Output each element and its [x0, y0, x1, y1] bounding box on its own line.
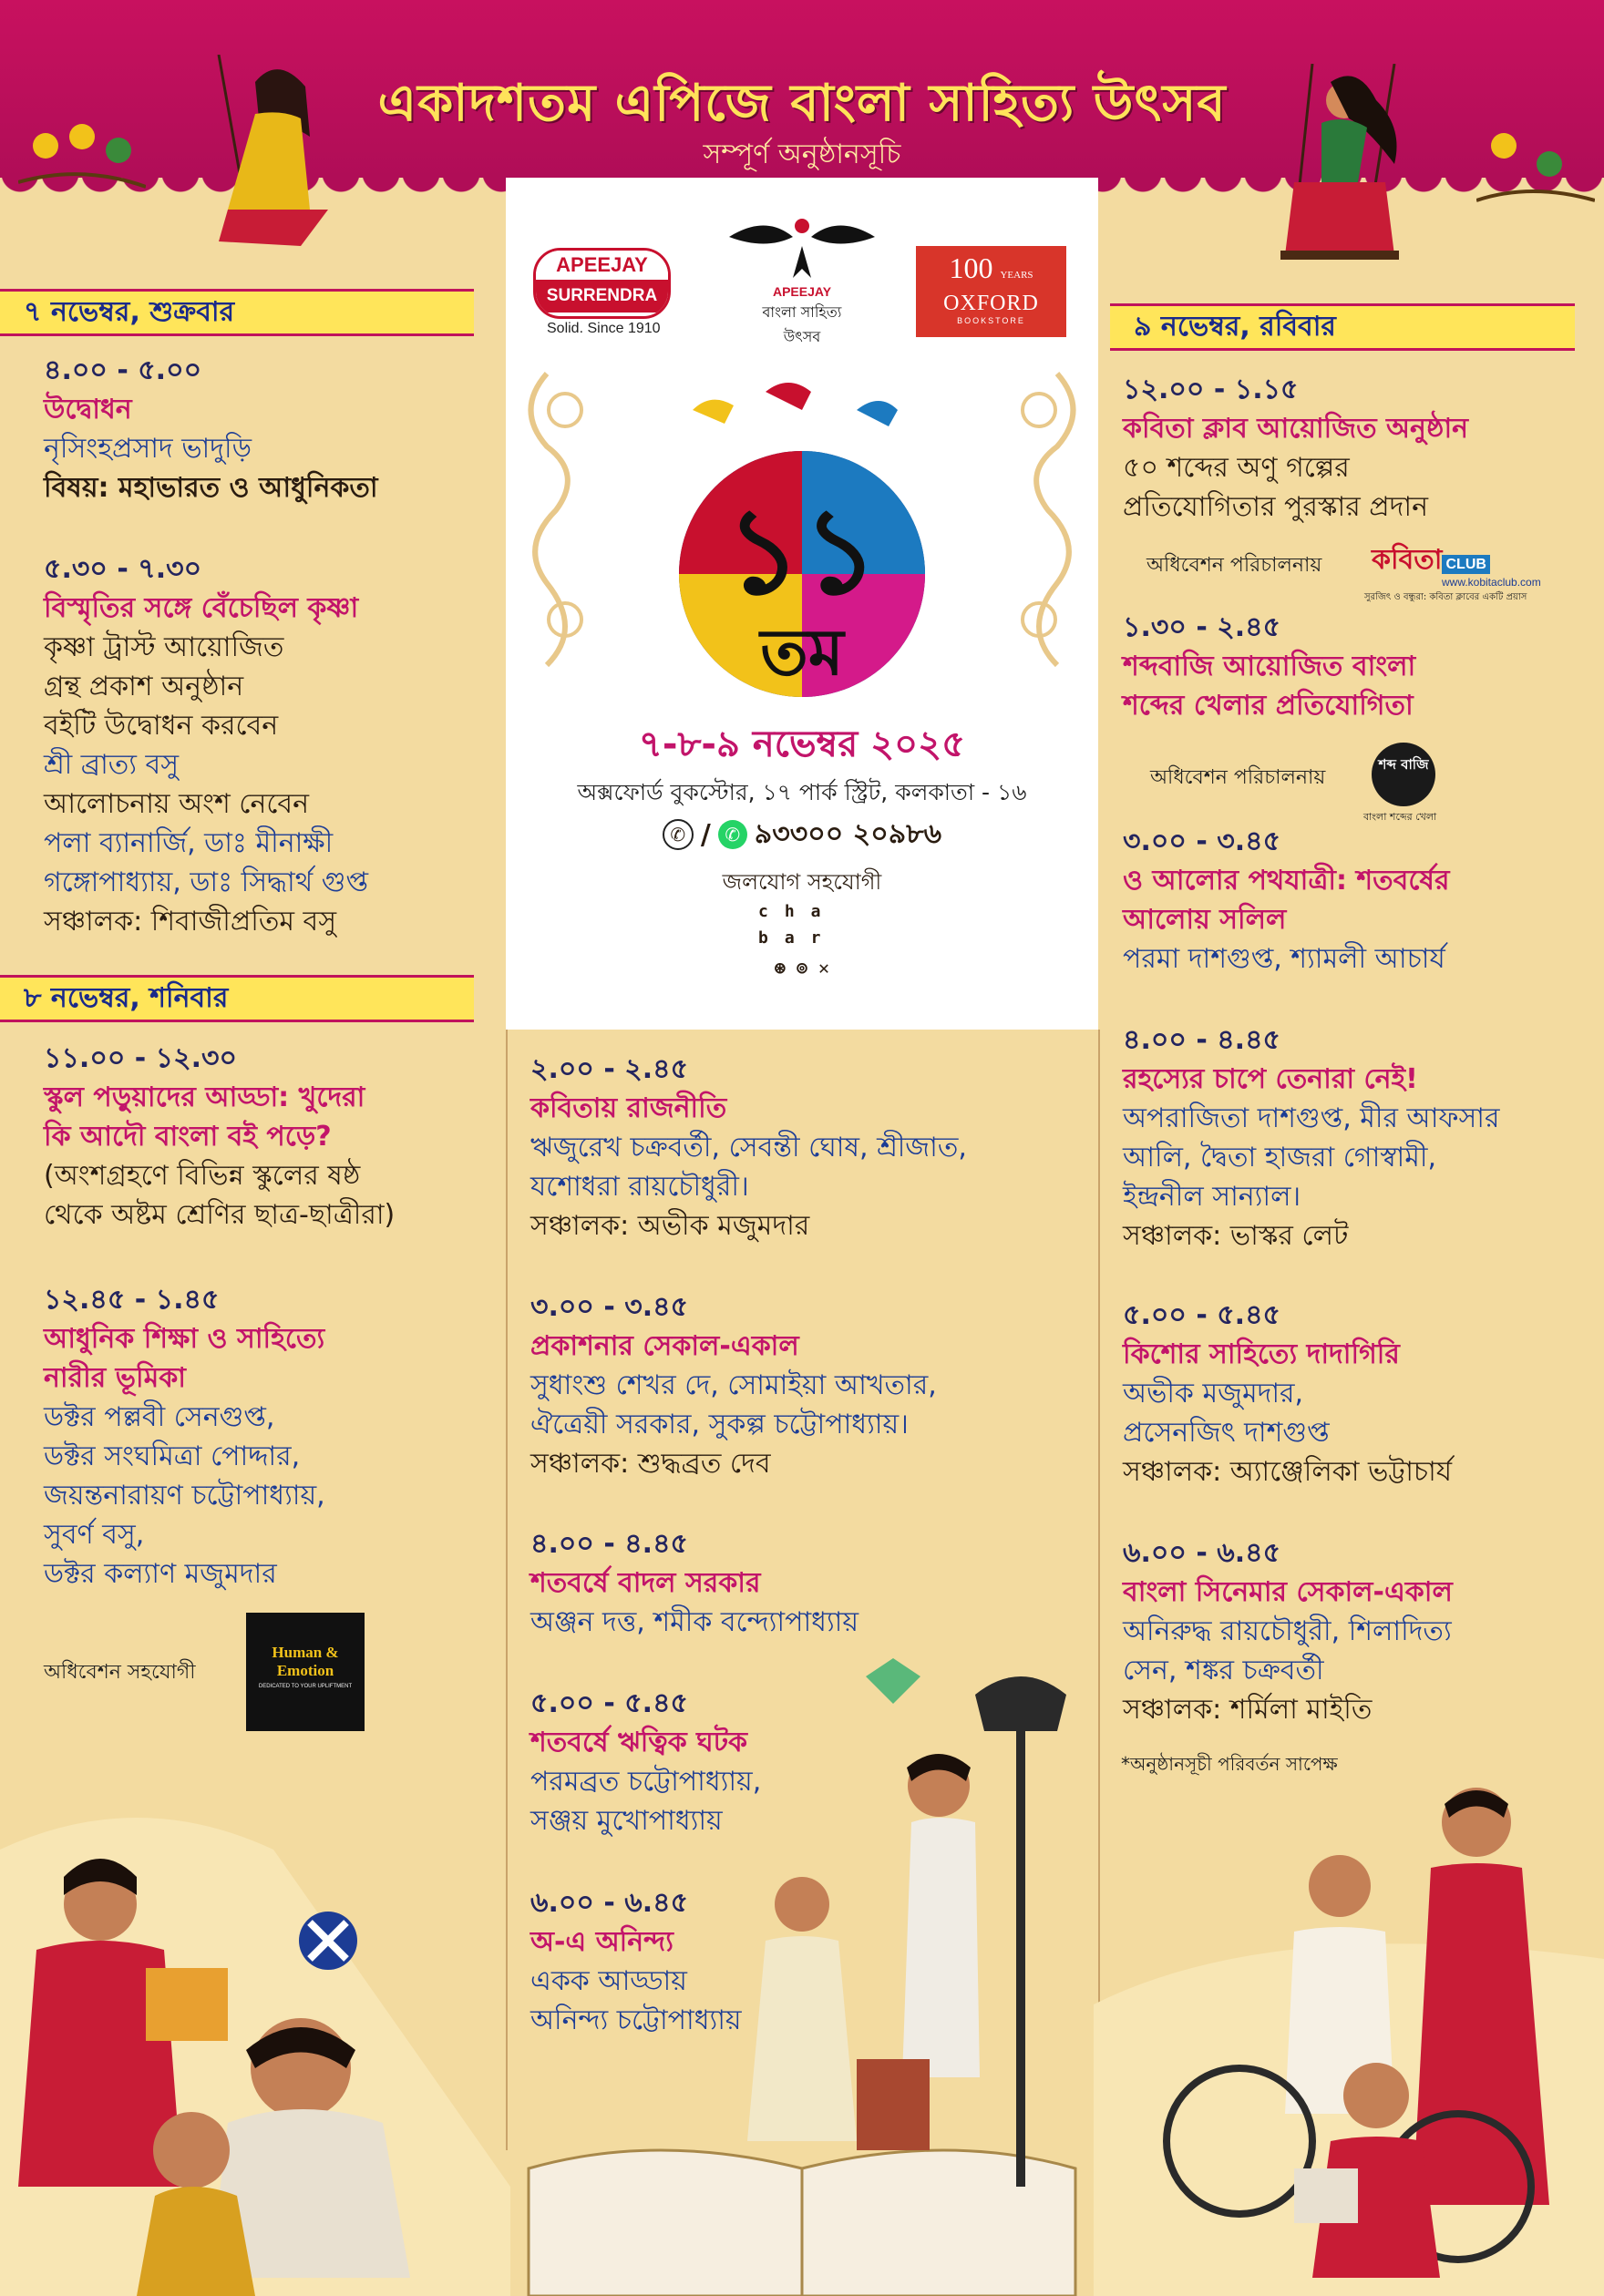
day2-session-3 — [530, 1050, 1086, 1245]
speaker-line: সেন, শঙ্কর চক্রবর্তী — [1123, 1655, 1324, 1686]
speaker-line: ডক্টর সংঘমিত্রা পোদ্দার, — [44, 1440, 301, 1472]
speaker-line: অনিরুদ্ধ রায়চৌধুরী, শিলাদিত্য — [1123, 1615, 1452, 1647]
oxford-name: OXFORD — [943, 292, 1039, 315]
logo-suffix: তম — [760, 615, 844, 690]
day1-header: ৭ নভেম্বর, শুক্রবার — [0, 289, 474, 336]
session-time: ৬.০০ - ৬.৪৫ — [530, 1887, 689, 1919]
swing-woman-right-illustration — [1258, 64, 1422, 301]
session-title: আধুনিক শিক্ষা ও সাহিত্যে — [44, 1323, 325, 1355]
apeejay-logo-line1: APEEJAY — [536, 251, 668, 280]
phone-number: ৯৩৩০০ ২০৯৮৬ — [754, 817, 942, 850]
speaker-line: যশোধরা রায়চৌধুরী। — [530, 1171, 749, 1203]
moderator-line: সঞ্চালক: ভাস্কর লেট — [1123, 1220, 1349, 1252]
session-title: ও আলোর পথযাত্রী: শতবর্ষের — [1123, 865, 1450, 897]
session-partner-label: অধিবেশন সহযোগী — [44, 1661, 196, 1684]
shobdobaji-conducted-label: অধিবেশন পরিচালনায় — [1150, 766, 1326, 789]
session-title: আলোয় সলিল — [1123, 904, 1287, 936]
kobita-club-logo — [1372, 538, 1554, 574]
day2-header: ৮ নভেম্বর, শনিবার — [0, 975, 474, 1022]
session-title: অ-এ অনিন্দ্য — [530, 1926, 673, 1958]
speaker-line: সুধাংশু শেখর দে, সোমাইয়া আখতার, — [530, 1369, 937, 1401]
oxford-years-label: YEARS — [1000, 270, 1033, 281]
session-title: উদ্বোধন — [44, 394, 132, 425]
speaker-line: আলি, দ্বৈতা হাজরা গোস্বামী, — [1123, 1142, 1437, 1174]
speaker-line: ঋজুরেখ চক্রবর্তী, সেবন্তী ঘোষ, শ্রীজাত, — [530, 1132, 967, 1163]
speaker-line: সঞ্জয় মুখোপাধ্যায় — [530, 1805, 723, 1837]
festival-logo-bengali: বাংলা সাহিত্য উৎসব — [762, 303, 842, 345]
speaker-line: ডক্টর কল্যাণ মজুমদার — [44, 1558, 277, 1590]
day2-session-4 — [530, 1287, 1086, 1483]
swing-woman-left-illustration — [191, 55, 355, 264]
session-time: ৫.৩০ - ৭.৩০ — [44, 553, 202, 585]
phone-row — [661, 816, 943, 853]
info-line: আলোচনায় অংশ নেবেন — [44, 788, 310, 820]
eleventh-edition-logo — [656, 374, 948, 702]
session-time: ২.০০ - ২.৪৫ — [530, 1053, 689, 1085]
session-time: ১১.০০ - ১২.৩০ — [44, 1042, 238, 1074]
info-line: কৃষ্ণা ট্রাস্ট আয়োজিত — [44, 631, 284, 663]
page-subtitle: সম্পূর্ণ অনুষ্ঠানসূচি — [703, 138, 901, 170]
kobita-conducted-label: অধিবেশন পরিচালনায় — [1146, 554, 1322, 577]
schedule-change-note: *অনুষ্ঠানসূচী পরিবর্তন সাপেক্ষ — [1121, 1753, 1338, 1775]
session-time: ৪.০০ - ৪.৪৫ — [1123, 1024, 1281, 1056]
speaker-line: পরমব্রত চট্টোপাধ্যায়, — [530, 1766, 762, 1798]
info-line: ৫০ শব্দের অণু গল্পের — [1123, 452, 1350, 484]
birds-right-decoration — [1476, 109, 1595, 219]
moderator-line: সঞ্চালক: শুদ্ধব্রত দেব — [530, 1448, 771, 1480]
session-title: কি আদৌ বাংলা বই পড়ে? — [44, 1121, 332, 1153]
birds-left-decoration — [18, 109, 146, 200]
info-line: বইটি উদ্বোধন করবেন — [44, 710, 279, 742]
session-title: শতবর্ষে ঋত্বিক ঘটক — [530, 1727, 748, 1758]
session-time: ৪.০০ - ৪.৪৫ — [530, 1528, 689, 1560]
logo-digits: ১১ — [725, 482, 879, 620]
info-line: প্রতিযোগিতার পুরস্কার প্রদান — [1123, 491, 1428, 523]
session-title: শব্দের খেলার প্রতিযোগিতা — [1123, 690, 1414, 722]
day3-session-5 — [1123, 1296, 1597, 1491]
day3-session-1 — [1123, 370, 1597, 527]
session-time: ১২.৪৫ - ১.৪৫ — [44, 1284, 220, 1316]
chief-guest: শ্রী ব্রাত্য বসু — [44, 749, 180, 781]
speaker-line: সুবর্ণ বসু, — [44, 1519, 145, 1551]
session-title: স্কুল পড়ুয়াদের আড্ডা: খুদেরা — [44, 1081, 365, 1113]
speaker-line: ইন্দ্রনীল সান্যাল। — [1123, 1181, 1301, 1213]
whatsapp-icon: ✆ — [718, 820, 747, 849]
day2-session-1 — [44, 1039, 499, 1235]
speaker-line: একক আড্ডায় — [530, 1965, 687, 1997]
session-time: ৩.০০ - ৩.৪৫ — [1123, 825, 1281, 857]
oxford-sub: BOOKSTORE — [957, 316, 1025, 325]
speaker-line: প্রসেনজিৎ দাশগুপ্ত — [1123, 1417, 1330, 1449]
event-dates: ৭-৮-৯ নভেম্বর ২০২৫ — [638, 723, 966, 765]
apeejay-logo-line2: SURRENDRA — [536, 280, 668, 313]
day2-session-5 — [530, 1524, 1086, 1642]
session-title: কবিতা ক্লাব আয়োজিত অনুষ্ঠান — [1123, 413, 1469, 445]
session-time: ৫.০০ - ৫.৪৫ — [530, 1687, 689, 1719]
chabar-logo — [758, 902, 846, 979]
session-title: কিশোর সাহিত্যে দাদাগিরি — [1123, 1338, 1400, 1370]
session-time: ১.৩০ - ২.৪৫ — [1123, 611, 1281, 643]
festival-logo-name: APEEJAY — [772, 284, 832, 299]
day3-header: ৯ নভেম্বর, রবিবার — [1110, 303, 1575, 351]
session-title: শতবর্ষে বাদল সরকার — [530, 1567, 761, 1599]
oxford-years: 100 — [949, 251, 993, 284]
session-time: ৩.০০ - ৩.৪৫ — [530, 1291, 689, 1323]
shobdobaji-logo: শব্দ বাজি — [1372, 743, 1435, 806]
kobita-logo-text: কবিতা — [1372, 544, 1443, 576]
kobita-url: www.kobitaclub.com — [1442, 576, 1541, 589]
info-line: থেকে অষ্টম শ্রেণির ছাত্র-ছাত্রীরা) — [44, 1199, 396, 1231]
speaker-line: পলা ব্যানার্জি, ডাঃ মীনাক্ষী — [44, 827, 334, 859]
slash-separator: / — [700, 818, 711, 851]
speaker-line: অপরাজিতা দাশগুপ্ত, মীর আফসার — [1123, 1102, 1500, 1134]
day3-session-2 — [1123, 608, 1597, 725]
speaker-line: নৃসিংহপ্রসাদ ভাদুড়ি — [44, 433, 252, 465]
session-time: ৪.০০ - ৫.০০ — [44, 354, 202, 386]
moderator-line: সঞ্চালক: অভীক মজুমদার — [530, 1210, 810, 1242]
session-time: ৬.০০ - ৬.৪৫ — [1123, 1537, 1281, 1569]
oxford-bookstore-logo — [916, 246, 1066, 337]
day2-session-2 — [44, 1280, 499, 1594]
bottom-center-reader-illustration — [510, 1658, 1094, 2296]
speaker-line: গঙ্গোপাধ্যায়, ডাঃ সিদ্ধার্থ গুপ্ত — [44, 866, 368, 898]
kobita-tagline: সুরজিৎ ও বন্ধুরা: কবিতা ক্লাবের একটি প্রয়াস — [1364, 592, 1527, 602]
apeejay-tagline: Solid. Since 1910 — [547, 321, 661, 336]
human-emotion-logo-tagline: DEDICATED TO YOUR UPLIFTMENT — [258, 1684, 353, 1689]
kobita-logo-club: CLUB — [1442, 555, 1489, 574]
shobdobaji-tagline: বাংলা শব্দের খেলা — [1363, 811, 1437, 823]
speaker-line: ঐত্রেয়ী সরকার, সুকল্প চট্টোপাধ্যায়। — [530, 1409, 909, 1440]
festival-eyes-logo — [720, 210, 884, 282]
session-title: বিস্মৃতির সঙ্গে বেঁচেছিল কৃষ্ণা — [44, 592, 359, 624]
speaker-line: অনিন্দ্য চট্টোপাধ্যায় — [530, 2004, 742, 2036]
session-title: বাংলা সিনেমার সেকাল-একাল — [1123, 1576, 1453, 1608]
session-time: ১২.০০ - ১.১৫ — [1123, 374, 1299, 405]
human-emotion-logo-line1: Human & — [272, 1644, 339, 1661]
session-topic: বিষয়: মহাভারত ও আধুনিকতা — [44, 472, 378, 504]
speaker-line: অভীক মজুমদার, — [1123, 1378, 1304, 1409]
bottom-left-readers-illustration — [0, 1713, 510, 2296]
day3-session-4 — [1123, 1020, 1597, 1256]
info-line: (অংশগ্রহণে বিভিন্ন স্কুলের ষষ্ঠ — [44, 1160, 361, 1192]
refreshment-partner-label: জলযোগ সহযোগী — [722, 869, 882, 895]
bottom-right-readers-illustration — [1094, 1731, 1604, 2296]
day3-session-3 — [1123, 822, 1597, 979]
session-title: রহস্যের চাপে তেনারা নেই! — [1123, 1063, 1418, 1095]
speaker-line: ডক্টর পল্লবী সেনগুপ্ত, — [44, 1401, 275, 1433]
apeejay-surrendra-logo — [533, 248, 671, 319]
day3-session-6 — [1123, 1533, 1597, 1729]
chabar-line2: bar — [758, 928, 838, 948]
chabar-line1: cha — [758, 902, 838, 921]
speaker-line: অঞ্জন দত্ত, শমীক বন্দ্যোপাধ্যায় — [530, 1606, 859, 1638]
speaker-line: জয়ন্তনারায়ণ চট্টোপাধ্যায়, — [44, 1480, 325, 1512]
chabar-icons: ⊛ ⊚ ✕ — [774, 957, 830, 979]
moderator-line: সঞ্চালক: শিবাজীপ্রতিম বসু — [44, 906, 337, 938]
session-title: নারীর ভূমিকা — [44, 1362, 186, 1394]
phone-icon: ✆ — [663, 819, 694, 850]
event-venue: অক্সফোর্ড বুকস্টোর, ১৭ পার্ক স্ট্রিট, কলকাতা - ১৬ — [577, 779, 1027, 805]
human-emotion-logo-line2: Emotion — [276, 1662, 334, 1679]
info-line: গ্রন্থ প্রকাশ অনুষ্ঠান — [44, 671, 244, 702]
page-title: একাদশতম এপিজে বাংলা সাহিত্য উৎসব — [377, 74, 1227, 133]
day1-session-2 — [44, 549, 499, 941]
speaker-line: পরমা দাশগুপ্ত, শ্যামলী আচার্য — [1123, 943, 1445, 975]
moderator-line: সঞ্চালক: অ্যাঞ্জেলিকা ভট্টাচার্য — [1123, 1456, 1453, 1488]
session-time: ৫.০০ - ৫.৪৫ — [1123, 1299, 1281, 1331]
day1-session-1 — [44, 351, 499, 507]
moderator-line: সঞ্চালক: শর্মিলা মাইতি — [1123, 1694, 1373, 1726]
session-title: শব্দবাজি আয়োজিত বাংলা — [1123, 651, 1416, 682]
session-title: প্রকাশনার সেকাল-একাল — [530, 1330, 799, 1362]
session-title: কবিতায় রাজনীতি — [530, 1092, 727, 1124]
